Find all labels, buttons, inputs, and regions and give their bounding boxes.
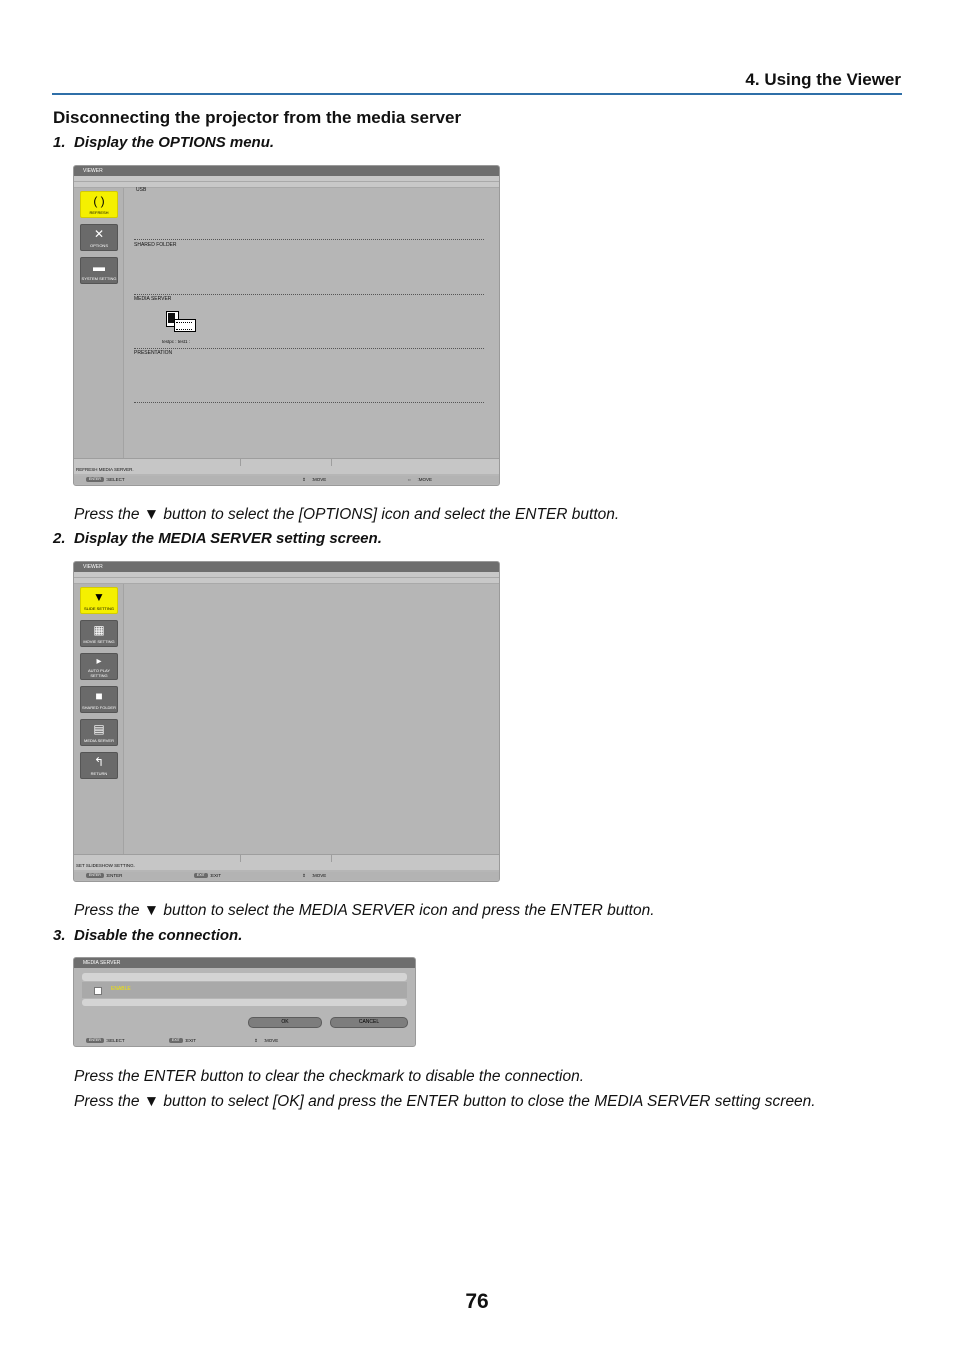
ok-button[interactable]: OK [248,1017,322,1028]
header-rule [52,93,902,95]
button-label: REFRESH [89,210,109,215]
step-2 [53,530,382,547]
help-text: :EXIT [184,1038,197,1043]
exit-key-icon: EXIT [169,1038,183,1043]
enter-key-icon: ENTER [86,873,104,878]
presentation-label: PRESENTATION [134,350,173,356]
dialog-title: MEDIA SERVER [74,958,415,968]
leftright-arrow-icon: ⇔ [407,477,412,482]
help-text: :MOVE [311,477,327,482]
wrench-icon: ▬ [93,260,105,274]
help-text: :MOVE [417,477,433,482]
shared-folder-button[interactable] [80,686,118,713]
refresh-button[interactable] [80,191,118,218]
server-icon[interactable] [166,311,196,333]
return-icon: ↰ [93,755,105,769]
updown-arrow-icon: ⇕ [302,873,306,878]
server-icon: ▤ [93,722,105,736]
viewer-screen-options [73,165,500,486]
help-bar [74,872,499,880]
media-server-label: MEDIA SERVER [134,296,172,302]
screen-title: VIEWER [74,166,499,176]
step-number: 1. [53,134,66,151]
instruction-text: Press the ENTER button to clear the checkmark to disable the connection. [74,1068,585,1085]
button-label: SYSTEM SETTING [81,276,117,281]
dialog-row [82,973,407,981]
step-text: Display the MEDIA SERVER setting screen. [74,530,382,547]
help-text: :SELECT [105,477,125,482]
usb-label: USB [136,187,147,193]
enable-label: ENABLE [111,986,131,992]
screen-title: VIEWER [74,562,499,572]
instruction-text: Press the ▼ button to select the MEDIA SERVER icon and press the ENTER button. [74,902,655,919]
button-label: RETURN [90,771,108,776]
film-icon: ▦ [93,623,105,637]
dialog-row [82,999,407,1006]
options-button[interactable] [80,224,118,251]
slide-icon: ▼ [93,590,105,604]
step-3 [53,927,242,944]
updown-arrow-icon: ⇕ [302,477,306,482]
help-bar [74,476,499,484]
button-label: SHARED FOLDER [81,705,116,710]
help-text: :ENTER [105,873,123,878]
step-1 [53,134,274,151]
auto-play-setting-button[interactable] [80,653,118,680]
cancel-button[interactable]: CANCEL [330,1017,408,1028]
server-name: testpc : test1 : [162,339,191,344]
enable-row[interactable] [82,982,407,998]
sidebar [74,188,124,458]
step-number: 2. [53,530,66,547]
step-number: 3. [53,927,66,944]
viewer-screen-settings [73,561,500,882]
shared-folder-label: SHARED FOLDER [134,242,177,248]
enter-key-icon: ENTER [86,477,104,482]
button-label: AUTO PLAY [87,668,111,673]
button-label: MEDIA SERVER [84,738,114,743]
system-setting-button[interactable] [80,257,118,284]
chapter-title: 4. Using the Viewer [745,70,901,89]
status-line [74,466,499,474]
play-icon: ▸ [96,656,102,667]
button-label: SLIDE SETTING [83,606,114,611]
enter-key-icon: ENTER [86,1038,104,1043]
return-button[interactable] [80,752,118,779]
exit-key-icon: EXIT [194,873,208,878]
status-text: SET SLIDESHOW SETTING. [76,863,135,868]
divider [134,348,484,349]
divider [134,239,484,240]
page-number: 76 [465,1290,489,1313]
media-server-dialog [73,957,416,1047]
media-server-button[interactable] [80,719,118,746]
button-label: MOVIE SETTING [83,639,115,644]
folder-icon: ■ [95,689,103,703]
step-text: Display the OPTIONS menu. [74,134,275,151]
status-text: REFRESH MEDIA SERVER. [76,467,134,472]
tab-strip-2 [74,578,499,584]
instruction-text: Press the ▼ button to select the [OPTIONS] icon and select the ENTER button. [74,506,620,523]
refresh-icon: ( ) [93,194,105,208]
slide-setting-button[interactable] [80,587,118,614]
step-text: Disable the connection. [74,927,243,944]
tools-icon: ✕ [93,227,105,241]
help-bar [74,1037,415,1045]
status-line [74,862,499,870]
movie-setting-button[interactable] [80,620,118,647]
help-text: :EXIT [209,873,222,878]
help-text: :MOVE [263,1038,279,1043]
instruction-text: Press the ▼ button to select [OK] and press the ENTER button to close the MEDIA SERVER setting screen. [74,1093,816,1110]
section-title: Disconnecting the projector from the media server [53,108,462,127]
sidebar [74,584,124,854]
button-label: OPTIONS [89,243,108,248]
divider [134,294,484,295]
divider [134,402,484,403]
help-text: :MOVE [311,873,327,878]
updown-arrow-icon: ⇕ [254,1038,258,1043]
help-text: :SELECT [105,1038,125,1043]
button-label: SETTING [90,673,108,678]
enable-checkbox[interactable] [94,987,102,995]
